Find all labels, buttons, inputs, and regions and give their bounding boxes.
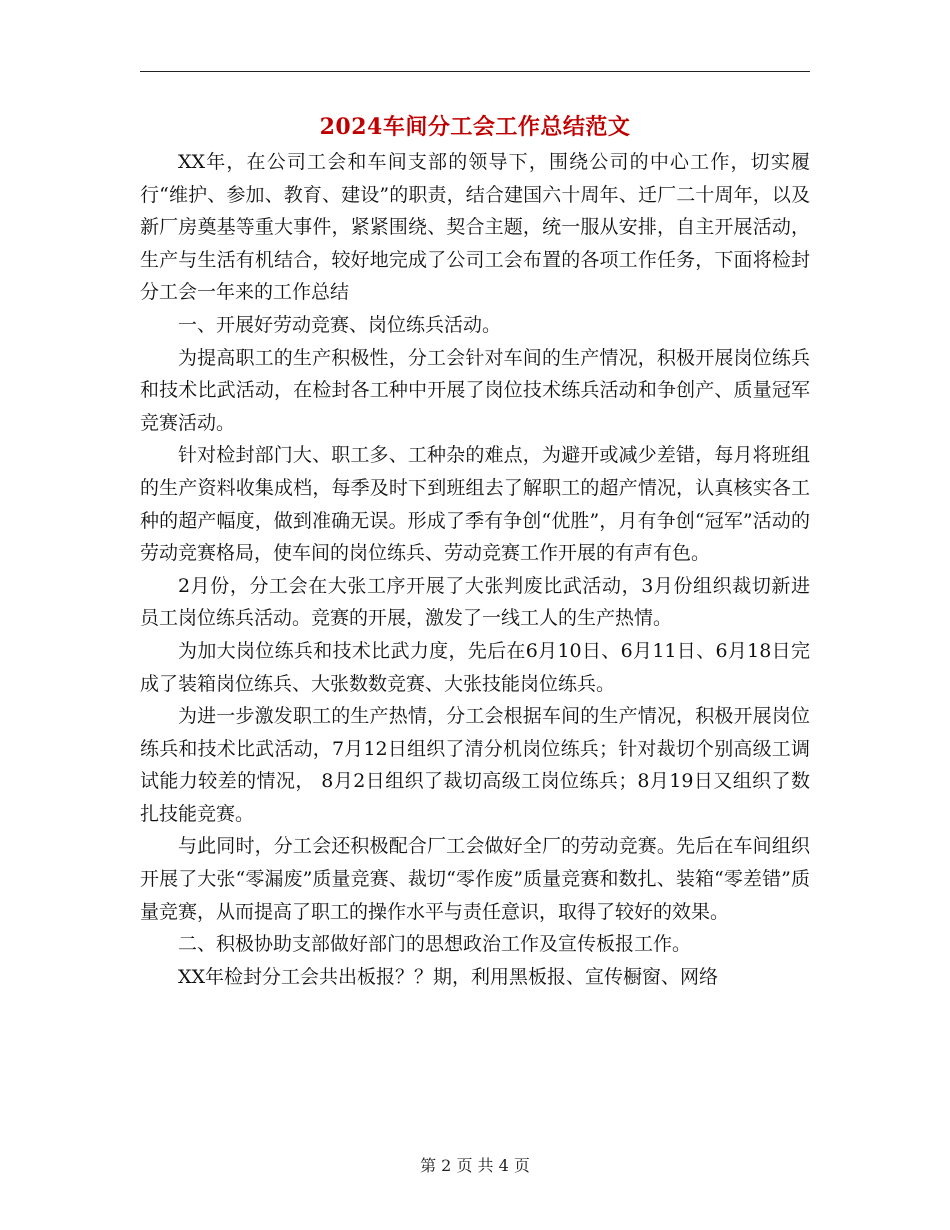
paragraph: 为提高职工的生产积极性，分工会针对车间的生产情况，积极开展岗位练兵和技术比武活动，在检封各工种中开展了岗位技术练兵活动和争创产、质量冠军竞赛活动。 xyxy=(140,346,810,434)
paragraph: 为加大岗位练兵和技术比武力度，先后在6月10日、6月11日、6月18日完成了装箱岗位练兵、大张数数竞赛、大张技能岗位练兵。 xyxy=(140,639,810,695)
paragraph: 2月份，分工会在大张工序开展了大张判废比武活动，3月份组织裁切新进员工岗位练兵活动。竞赛的开展，激发了一线工人的生产热情。 xyxy=(140,574,810,630)
paragraph: 为进一步激发职工的生产热情，分工会根据车间的生产情况，积极开展岗位练兵和技术比武活动，7月12日组织了清分机岗位练兵；针对裁切个别高级工调试能力较差的情况， 8月2日组织了裁切高级工岗位练兵；8月19日又组织了数扎技能竞赛。 xyxy=(140,705,810,825)
paragraph: 针对检封部门大、职工多、工种杂的难点，为避开或减少差错，每月将班组的生产资料收集成档，每季及时下到班组去了解职工的超产情况，认真核实各工种的超产幅度，做到准确无误。形成了季有争创“优胜”，月有争创“冠军”活动的劳动竞赛格局，使车间的岗位练兵、劳动竞赛工作开展的有声有色。 xyxy=(140,444,810,565)
document-title: 2024车间分工会工作总结范文 xyxy=(319,114,631,140)
section-heading: 二、积极协助支部做好部门的思想政治工作及宣传板报工作。 xyxy=(178,933,692,956)
section-heading: 一、开展好劳动竞赛、岗位练兵活动。 xyxy=(178,313,502,336)
page-number-footer: 第 2 页 共 4 页 xyxy=(420,1156,530,1175)
paragraph: XX年检封分工会共出板报？？期，利用黑板报、宣传橱窗、网络 xyxy=(178,965,719,988)
document-body xyxy=(140,146,810,993)
paragraph: 与此同时，分工会还积极配合厂工会做好全厂的劳动竞赛。先后在车间组织开展了大张“零漏废”质量竞赛、裁切“零作废”质量竞赛和数扎、装箱“零差错”质量竞赛，从而提高了职工的操作水平与责任意识，取得了较好的效果。 xyxy=(140,835,810,923)
header-rule xyxy=(140,71,810,72)
paragraph: XX年，在公司工会和车间支部的领导下，围绕公司的中心工作，切实履行“维护、参加、教育、建设”的职责，结合建国六十周年、迁厂二十周年，以及新厂房奠基等重大事件，紧紧围绕、契合主题，统一服从安排，自主开展活动，生产与生活有机结合，较好地完成了公司工会布置的各项工作任务，下面将检封分工会一年来的工作总结 xyxy=(140,151,810,304)
